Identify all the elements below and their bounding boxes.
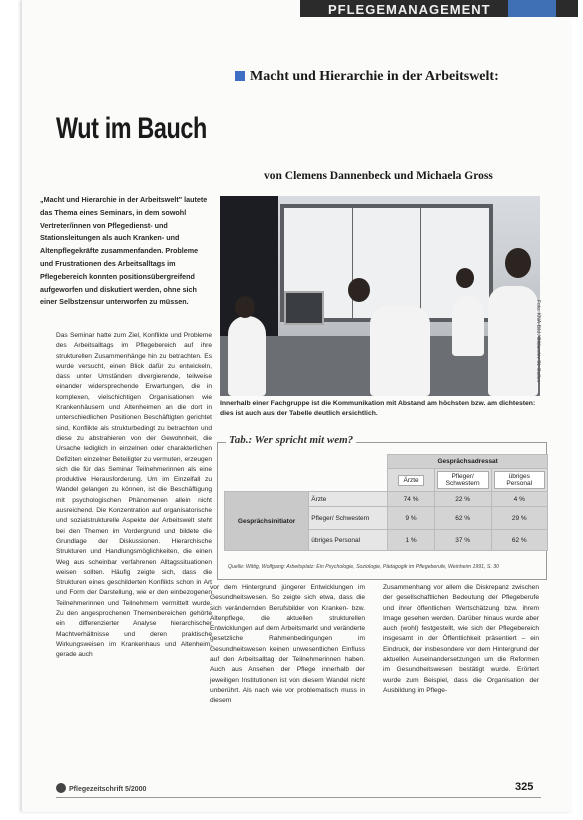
communication-table-box: [212, 434, 548, 579]
table-cell: 9 %: [388, 507, 434, 530]
table-cell: 29 %: [491, 507, 547, 530]
intro-paragraph: „Macht und Hierarchie in der Arbeitswelt" lautete das Thema eines Seminars, in dem sowohl Vertreter/innen von Pflegedienst- und Stationsleitungen als auch Kranken- und Altenpflegekräfte zusammenfanden. Probleme und Frustrationen des Arbeitsalltags im Pflegebereich konnten positionsübergreifend aufgeworfen und diskutiert werden, ohne sich einer Selbstzensur unterworfen zu müssen.: [40, 195, 208, 307]
footer-divider: [56, 797, 541, 798]
journal-logo-icon: [56, 783, 66, 793]
row-label: Pfleger/ Schwestern: [309, 507, 388, 530]
body-column-1: Das Seminar hatte zum Ziel, Konflikte und Probleme des Arbeitsalltags im Pflegebereich auf ihre strukturellen Zusammenhänge hin zu betrachten. Es wurde versucht, einen Blick dafür zu entwickeln, dass unter Umständen divergierende, teilweise einander widersprechende Erwartungen, die in komplexen, vielschichtigen Organisationen wie Krankenhäusern und Altenheimen an die dort in unterschiedlichen Positionen Beschäftigten gerichtet sind, Konflikte als strukturbedingt zu betrachten und diese zu abstrahieren von der Gewohnheit, die Ursache lediglich in einzelnen oder charakterlichen Defiziten einzelner Beteiligter zu vermuten, erzeugen sich die für das Seminar Teilnehmerinnen als eine produktive Herausforderung. Um im Einzelfall zu Wandel gelangen zu können, ist die Beschäftigung mit psychologischen Phänomenen allein nicht ausreichend. Die Konzentration auf organisatorische und sozialstrukturelle Aspekte der Arbeitswelt steht bei den Themen im Vordergrund und bildete die Grundlage der Diskussionen. Hierarchische Strukturen und Handlungsmöglichkeiten, die einen Weg aus scheinbar verfahrenen Alltagssituationen weisen sollten. Häufig zeigte sich, dass die Strukturen eines geschilderten Konflikts schon in Art und Form der Darstellung, wie er den einbezogenen Teilnehmerinnen und Teilnehmern vermittelt wurde. Zu den angesprochenen Themenbereichen gehörte ein differenzierter Analyse hierarchischer Machtverhältnisse und deren praktische Wirkungsweisen im Krankenhaus und Altenheim, gerade auch: [56, 332, 212, 659]
section-title: PFLEGEMANAGEMENT: [328, 2, 491, 17]
table-cell: 62 %: [491, 530, 547, 551]
kicker: [235, 69, 550, 85]
table-title: Tab.: Wer spricht mit wem?: [226, 434, 356, 446]
column-header: Pfleger/ Schwestern: [437, 471, 489, 489]
kicker-text: Macht und Hierarchie in der Arbeitswelt:: [250, 69, 499, 84]
table-cell: 1 %: [388, 530, 434, 551]
column-header: Ärzte: [398, 475, 423, 486]
row-label: Ärzte: [309, 492, 388, 507]
page-title: Wut im Bauch: [56, 112, 207, 145]
photo-credit: Foto: KNA-Bild / Bildarchiv St. Gallen: [535, 300, 541, 383]
header-accent-block: [508, 0, 556, 17]
table-cell: 74 %: [388, 492, 434, 507]
column-header: übriges Personal: [494, 471, 545, 489]
table-source: Quelle: Wittig, Wolfgang: Arbeitsplatz: Ein Psychologie, Soziologie, Pädagogik im Pflegeberufe, Weinheim 1991, S. 30: [228, 564, 500, 570]
table-cell: 22 %: [434, 492, 491, 507]
section-header: [300, 0, 578, 17]
body-column-3: Zusammenhang vor allem die Diskrepanz zwischen der gesellschaftlichen Bedeutung der Pflegeberufe und ihrer öffentlichen Wertschätzung bzw. ihrem Image gesehen werden. Darüber hinaus wurde aber auch (wohl) festgestellt, wie sich der Pflegebereich insgesamt in der Öffentlichkeit präsentiert – ein Eindruck, der insbesondere vor dem Hintergrund der aktuellen Auseinandersetzungen um die Reformen im Gesundheitswesen bestätigt wurde. Erörtert wurde zum Beispiel, dass die Organisation der Ausbildung im Pflege-: [383, 584, 539, 694]
photo-caption: Innerhalb einer Fachgruppe ist die Kommunikation mit Abstand am höchsten bzw. am dichtesten: dies ist auch aus der Tabelle deutlich ersichtlich.: [220, 400, 536, 417]
body-column-2: vor dem Hintergrund jüngerer Entwicklungen im Gesundheitswesen. So zeigte sich etwa, dass die sich verändernden Berufsbilder von Kranken- bzw. Altenpflege, die aktuellen strukturellen Entwicklungen auf dem Arbeitsmarkt und veränderte gesetzliche Rahmenbedingungen im Gesundheitswesen keinen unwesentlichen Einfluss auf den Arbeitsalltag der Teilnehmerinnen haben. Auch aus Ansehen der Pflege innerhalb der jeweiligen Institutionen ist von diesem Wandel nicht unberührt. Als nach wie vor problematisch muss in diesem: [210, 584, 365, 705]
journal-name: Pflegezeitschrift 5/2000: [69, 786, 147, 793]
communication-table: [224, 454, 548, 551]
byline: von Clemens Dannenbeck und Michaela Gross: [264, 170, 493, 182]
table-cell: 62 %: [434, 507, 491, 530]
table-row: [225, 492, 548, 507]
column-group-header: Gesprächsadressat: [388, 455, 548, 469]
article-photo: [220, 196, 540, 396]
page-number: 325: [515, 781, 534, 793]
row-label: übriges Personal: [309, 530, 388, 551]
table-cell: 37 %: [434, 530, 491, 551]
table-cell: 4 %: [491, 492, 547, 507]
footer-journal: [56, 783, 146, 793]
row-group-header: Gesprächsinitiator: [225, 492, 309, 551]
square-bullet-icon: [235, 71, 245, 81]
